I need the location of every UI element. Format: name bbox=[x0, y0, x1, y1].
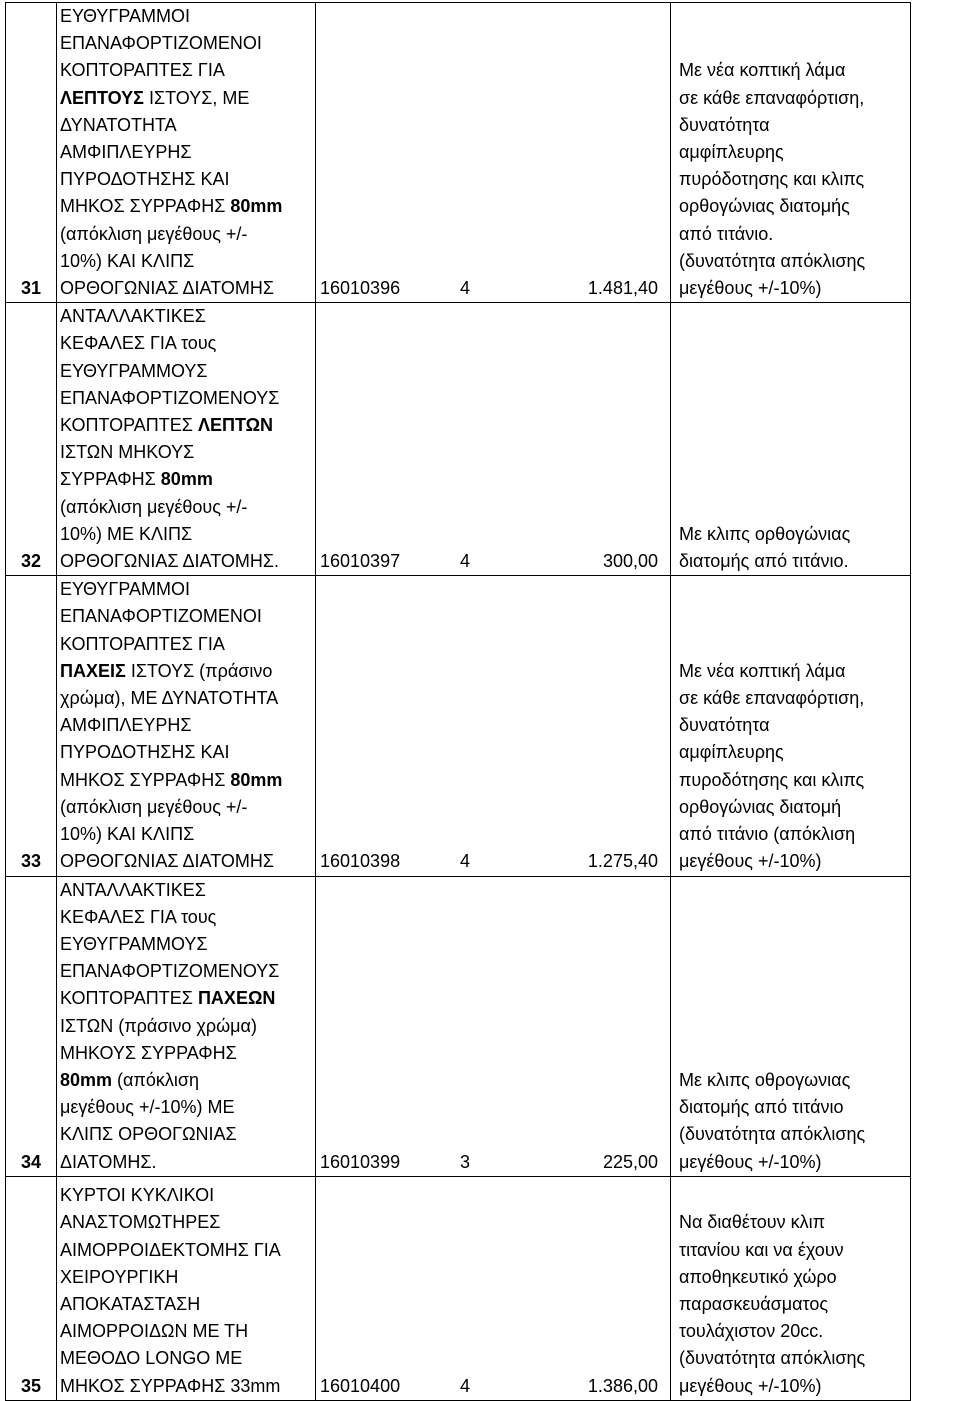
note-line: τιτανίου και να έχουν bbox=[679, 1239, 844, 1260]
item-notes bbox=[671, 3, 911, 303]
note-line: από τιτάνιο (απόκλιση bbox=[679, 824, 856, 845]
note-line: από τιτάνιο. bbox=[679, 223, 774, 244]
description-line bbox=[60, 1264, 312, 1291]
description-text: ΟΡΘΟΓΩΝΙΑΣ ΔΙΑΤΟΜΗΣ. bbox=[60, 551, 280, 572]
description-line bbox=[60, 931, 312, 958]
description-text: χρώμα), ΜΕ ΔΥΝΑΤΟΤΗΤΑ bbox=[60, 688, 279, 709]
description-text: ΚΟΠΤΟΡΑΠΤΕΣ bbox=[60, 415, 198, 436]
description-text: ΕΥΘΥΓΡΑΜΜΟΥΣ bbox=[60, 360, 208, 381]
description-line bbox=[60, 576, 312, 603]
note-line: σε κάθε επαναφόρτιση, bbox=[679, 688, 865, 709]
description-line bbox=[60, 739, 312, 766]
description-line bbox=[60, 303, 312, 330]
note-line: τουλάχιστον 20cc. bbox=[679, 1321, 824, 1342]
description-text: (απόκλιση μεγέθους +/- bbox=[60, 496, 248, 517]
description-text: ΔΥΝΑΤΟΤΗΤΑ bbox=[60, 114, 177, 135]
note-line: Να διαθέτουν κλιπ bbox=[679, 1212, 825, 1233]
note-line: αποθηκευτικό χώρο bbox=[679, 1266, 837, 1287]
description-line bbox=[60, 139, 312, 166]
tender-items-table bbox=[5, 2, 911, 1401]
item-quantity: 4 bbox=[441, 1176, 489, 1400]
item-code: 16010396 bbox=[316, 3, 442, 303]
description-line bbox=[60, 712, 312, 739]
item-price: 225,00 bbox=[489, 876, 671, 1176]
description-line bbox=[60, 1040, 312, 1067]
description-text: ΚΛΙΠΣ ΟΡΘΟΓΩΝΙΑΣ bbox=[60, 1124, 237, 1145]
description-text: ΕΠΑΝΑΦΟΡΤΙΖΟΜΕΝΟΥΣ bbox=[60, 387, 280, 408]
description-line bbox=[60, 658, 312, 685]
item-number: 32 bbox=[6, 303, 57, 576]
description-line bbox=[60, 767, 312, 794]
description-text: ΕΥΘΥΓΡΑΜΜΟΙ bbox=[60, 579, 191, 600]
description-line bbox=[60, 1067, 312, 1094]
table-row bbox=[6, 3, 911, 303]
description-text: ΚΕΦΑΛΕΣ ΓΙΑ τους bbox=[60, 333, 217, 354]
table-row bbox=[6, 576, 911, 876]
item-description bbox=[57, 876, 316, 1176]
description-line bbox=[60, 1373, 312, 1400]
description-line bbox=[60, 631, 312, 658]
description-text: ΕΠΑΝΑΦΟΡΤΙΖΟΜΕΝΟΥΣ bbox=[60, 961, 280, 982]
note-line: μεγέθους +/-10%) bbox=[679, 1151, 822, 1172]
description-text: ΜΗΚΟΣ ΣΥΡΡΑΦΗΣ bbox=[60, 196, 231, 217]
note-line: σε κάθε επαναφόρτιση, bbox=[679, 87, 865, 108]
description-text: ΑΠΟΚΑΤΑΣΤΑΣΗ bbox=[60, 1293, 201, 1314]
note-line: Με κλιπς οθρογωνιας bbox=[679, 1069, 851, 1090]
description-line bbox=[60, 958, 312, 985]
note-line: μεγέθους +/-10%) bbox=[679, 851, 822, 872]
description-text: ΚΕΦΑΛΕΣ ΓΙΑ τους bbox=[60, 906, 217, 927]
description-text: ΚΟΠΤΟΡΑΠΤΕΣ ΓΙΑ bbox=[60, 60, 225, 81]
note-line: αμφίπλευρης bbox=[679, 742, 784, 763]
note-line: διατομής από τιτάνιο. bbox=[679, 551, 849, 572]
description-line bbox=[60, 412, 312, 439]
description-line bbox=[60, 358, 312, 385]
note-line: ορθογώνιας διατομή bbox=[679, 796, 842, 817]
description-line bbox=[60, 385, 312, 412]
description-text: ΠΥΡΟΔΟΤΗΣΗΣ ΚΑΙ bbox=[60, 742, 230, 763]
description-text: ΑΙΜΟΡΡΟΙΔΕΚΤΟΜΗΣ ΓΙΑ bbox=[60, 1239, 281, 1260]
item-quantity: 4 bbox=[441, 303, 489, 576]
description-line bbox=[60, 3, 312, 30]
description-text: ΠΑΧΕΩΝ bbox=[197, 988, 276, 1009]
description-line bbox=[60, 57, 312, 84]
note-line: αμφίπλευρης bbox=[679, 142, 784, 163]
note-line: Με νέα κοπτική λάμα bbox=[679, 60, 846, 81]
description-text: (απόκλιση μεγέθους +/- bbox=[60, 223, 248, 244]
note-line: (δυνατότητα απόκλισης bbox=[679, 1348, 866, 1369]
description-line bbox=[60, 521, 312, 548]
note-line: πυροδότησης και κλιπς bbox=[679, 769, 865, 790]
item-number: 35 bbox=[6, 1176, 57, 1400]
description-text: ΟΡΘΟΓΩΝΙΑΣ ΔΙΑΤΟΜΗΣ bbox=[60, 851, 275, 872]
description-line bbox=[60, 1149, 312, 1176]
item-description bbox=[57, 3, 316, 303]
description-line bbox=[60, 1237, 312, 1264]
table-row bbox=[6, 1176, 911, 1400]
description-line bbox=[60, 439, 312, 466]
description-line bbox=[60, 494, 312, 521]
item-price: 300,00 bbox=[489, 303, 671, 576]
item-description bbox=[57, 1176, 316, 1400]
description-text: 80mm bbox=[230, 769, 283, 790]
item-price: 1.386,00 bbox=[489, 1176, 671, 1400]
description-text: ΜΕΘΟΔΟ LONGO ΜΕ bbox=[60, 1348, 243, 1369]
item-code: 16010399 bbox=[316, 876, 442, 1176]
description-text: (απόκλιση bbox=[112, 1069, 199, 1090]
item-code: 16010398 bbox=[316, 576, 442, 876]
item-notes bbox=[671, 876, 911, 1176]
description-text: ΑΝΤΑΛΛΑΚΤΙΚΕΣ bbox=[60, 879, 206, 900]
description-text: ΕΥΘΥΓΡΑΜΜΟΥΣ bbox=[60, 933, 208, 954]
description-text: 10%) ΜΕ ΚΛΙΠΣ bbox=[60, 523, 193, 544]
description-line bbox=[60, 1345, 312, 1372]
description-line bbox=[60, 1291, 312, 1318]
item-number: 31 bbox=[6, 3, 57, 303]
item-code: 16010397 bbox=[316, 303, 442, 576]
description-line bbox=[60, 821, 312, 848]
description-text: ΙΣΤΩΝ ΜΗΚΟΥΣ bbox=[60, 442, 195, 463]
description-line bbox=[60, 1318, 312, 1345]
description-text: ΑΝΑΣΤΟΜΩΤΗΡΕΣ bbox=[60, 1212, 221, 1233]
description-line bbox=[60, 1209, 312, 1236]
description-text: ΑΜΦΙΠΛΕΥΡΗΣ bbox=[60, 715, 192, 736]
description-text: ΔΙΑΤΟΜΗΣ. bbox=[60, 1151, 157, 1172]
note-line: ορθογώνιας διατομής bbox=[679, 196, 850, 217]
description-text: ΑΜΦΙΠΛΕΥΡΗΣ bbox=[60, 142, 192, 163]
note-line: Με νέα κοπτική λάμα bbox=[679, 660, 846, 681]
description-text: ΟΡΘΟΓΩΝΙΑΣ ΔΙΑΤΟΜΗΣ bbox=[60, 278, 275, 299]
description-line bbox=[60, 794, 312, 821]
description-line bbox=[60, 466, 312, 493]
description-text: ΠΑΧΕΙΣ bbox=[60, 660, 126, 681]
description-line bbox=[60, 548, 312, 575]
description-line bbox=[60, 248, 312, 275]
description-line bbox=[60, 166, 312, 193]
item-quantity: 3 bbox=[441, 876, 489, 1176]
item-notes bbox=[671, 303, 911, 576]
note-line: μεγέθους +/-10%) bbox=[679, 278, 822, 299]
description-line bbox=[60, 330, 312, 357]
description-text: ΙΣΤΟΥΣ (πράσινο bbox=[125, 660, 273, 681]
item-number: 34 bbox=[6, 876, 57, 1176]
description-line bbox=[60, 275, 312, 302]
description-line bbox=[60, 1013, 312, 1040]
description-text: μεγέθους +/-10%) ΜΕ bbox=[60, 1097, 235, 1118]
item-notes bbox=[671, 576, 911, 876]
item-notes bbox=[671, 1176, 911, 1400]
description-text: 80mm bbox=[230, 196, 283, 217]
note-line: παρασκευάσματος bbox=[679, 1293, 829, 1314]
description-text: ΕΠΑΝΑΦΟΡΤΙΖΟΜΕΝΟΙ bbox=[60, 33, 262, 54]
note-line: δυνατότητα bbox=[679, 114, 770, 135]
description-line bbox=[60, 30, 312, 57]
description-line bbox=[60, 985, 312, 1012]
note-line: πυρόδοτησης και κλιπς bbox=[679, 169, 865, 190]
item-quantity: 4 bbox=[441, 576, 489, 876]
item-code: 16010400 bbox=[316, 1176, 442, 1400]
description-text: ΙΣΤΟΥΣ, ΜΕ bbox=[144, 87, 250, 108]
description-line bbox=[60, 685, 312, 712]
item-price: 1.481,40 bbox=[489, 3, 671, 303]
note-line: Με κλιπς ορθογώνιας bbox=[679, 523, 851, 544]
description-text: (απόκλιση μεγέθους +/- bbox=[60, 796, 248, 817]
description-text: 80mm bbox=[160, 469, 213, 490]
description-text: ΙΣΤΩΝ (πράσινο χρώμα) bbox=[60, 1015, 257, 1036]
description-text: ΛΕΠΤΩΝ bbox=[197, 415, 274, 436]
description-line bbox=[60, 877, 312, 904]
description-text: ΛΕΠΤΟΥΣ bbox=[60, 87, 144, 108]
item-price: 1.275,40 bbox=[489, 576, 671, 876]
description-text: 80mm bbox=[60, 1069, 113, 1090]
description-text: ΑΝΤΑΛΛΑΚΤΙΚΕΣ bbox=[60, 306, 206, 327]
description-text: ΧΕΙΡΟΥΡΓΙΚΗ bbox=[60, 1266, 179, 1287]
description-line bbox=[60, 193, 312, 220]
description-text: ΜΗΚΟΣ ΣΥΡΡΑΦΗΣ bbox=[60, 769, 231, 790]
description-text: ΚΟΠΤΟΡΑΠΤΕΣ bbox=[60, 988, 198, 1009]
table-row bbox=[6, 876, 911, 1176]
description-text: ΚΟΠΤΟΡΑΠΤΕΣ ΓΙΑ bbox=[60, 633, 225, 654]
description-line bbox=[60, 221, 312, 248]
note-line: (δυνατότητα απόκλισης bbox=[679, 1124, 866, 1145]
description-text: ΑΙΜΟΡΡΟΙΔΩΝ ΜΕ ΤΗ bbox=[60, 1321, 249, 1342]
item-number: 33 bbox=[6, 576, 57, 876]
description-text: ΕΠΑΝΑΦΟΡΤΙΖΟΜΕΝΟΙ bbox=[60, 606, 262, 627]
description-line bbox=[60, 904, 312, 931]
table-row bbox=[6, 303, 911, 576]
note-line: (δυνατότητα απόκλισης bbox=[679, 250, 866, 271]
note-line: μεγέθους +/-10%) bbox=[679, 1375, 822, 1396]
description-line bbox=[60, 848, 312, 875]
description-line bbox=[60, 1094, 312, 1121]
description-line bbox=[60, 1121, 312, 1148]
description-line bbox=[60, 112, 312, 139]
description-line bbox=[60, 603, 312, 630]
description-text: ΜΗΚΟΣ ΣΥΡΡΑΦΗΣ 33mm bbox=[60, 1375, 281, 1396]
description-text: ΜΗΚΟΥΣ ΣΥΡΡΑΦΗΣ bbox=[60, 1042, 237, 1063]
item-quantity: 4 bbox=[441, 3, 489, 303]
note-line: δυνατότητα bbox=[679, 715, 770, 736]
description-line bbox=[60, 1182, 312, 1209]
description-text: ΕΥΘΥΓΡΑΜΜΟΙ bbox=[60, 6, 191, 26]
description-text: ΚΥΡΤΟΙ ΚΥΚΛΙΚΟΙ bbox=[60, 1185, 215, 1206]
description-text: ΣΥΡΡΑΦΗΣ bbox=[60, 469, 161, 490]
description-text: 10%) ΚΑΙ ΚΛΙΠΣ bbox=[60, 824, 195, 845]
item-description bbox=[57, 303, 316, 576]
description-text: 10%) ΚΑΙ ΚΛΙΠΣ bbox=[60, 250, 195, 271]
description-line bbox=[60, 85, 312, 112]
note-line: διατομής από τιτάνιο bbox=[679, 1097, 844, 1118]
item-description bbox=[57, 576, 316, 876]
description-text: ΠΥΡΟΔΟΤΗΣΗΣ ΚΑΙ bbox=[60, 169, 230, 190]
